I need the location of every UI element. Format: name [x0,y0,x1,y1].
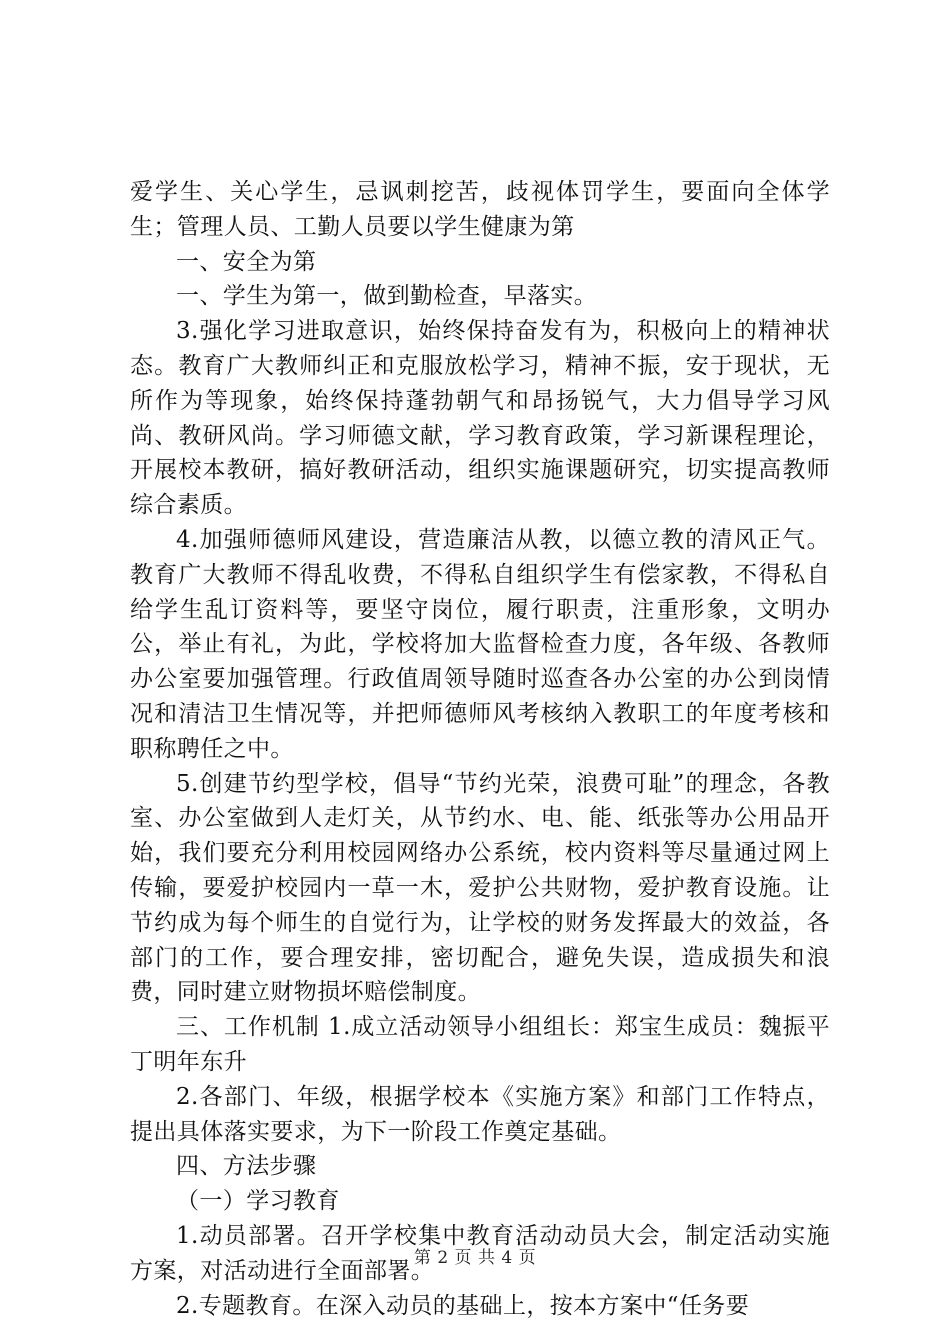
paragraph: （一）学习教育 [176,1188,340,1215]
paragraph: 4.加强师德师风建设，营造廉洁从教，以德立教的清风正气。教育广大教师不得乱收费，不得私自组织学生有偿家教，不得私自给学生乱订资料等，要坚守岗位，履行职责，注重形象，文明办公，举止有礼，为此，学校将加大监督检查力度，各年级、各教师办公室要加强管理。行政值周领导随时巡查各办公室的办公到岗情况和清洁卫生情况等，并把师德师风考核纳入教职工的年度考核和职称聘任之中。 [130,526,830,762]
paragraph: 四、方法步骤 [176,1153,317,1180]
paragraph: 爱学生、关心学生，忌讽刺挖苦，歧视体罚学生，要面向全体学生；管理人员、工勤人员要以学生健康为第 [130,179,830,240]
page-footer: 第 2 页 共 4 页 [413,1248,537,1268]
paragraph: 1.动员部署。召开学校集中教育活动动员大会，制定活动实施方案，对活动进行全面部署。 [130,1222,830,1284]
paragraph: 2.各部门、年级，根据学校本《实施方案》和部门工作特点，提出具体落实要求，为下一阶段工作奠定基础。 [130,1083,830,1145]
paragraph: 2.专题教育。在深入动员的基础上，按本方案中“任务要 [176,1292,750,1319]
paragraph: 一、学生为第一，做到勤检查，早落实。 [176,283,598,310]
paragraph: 3.强化学习进取意识，始终保持奋发有为，积极向上的精神状态。教育广大教师纠正和克服放松学习，精神不振，安于现状，无所作为等现象，始终保持蓬勃朝气和昂扬锐气，大力倡导学习风尚、教研风尚。学习师德文献，学习教育政策，学习新课程理论，开展校本教研，搞好教研活动，组织实施课题研究，切实提高教师综合素质。 [130,318,830,519]
paragraph: 5.创建节约型学校，倡导“节约光荣，浪费可耻”的理念，各教室、办公室做到人走灯关，从节约水、电、能、纸张等办公用品开始，我们要充分利用校园网络办公系统，校内资料等尽量通过网上传输，要爱护校园内一草一木，爱护公共财物，爱护教育设施。让节约成为每个师生的自觉行为，让学校的财务发挥最大的效益，各部门的工作，要合理安排，密切配合，避免失误，造成损失和浪费，同时建立财物损坏赔偿制度。 [130,770,830,1006]
document-body [130,175,830,1323]
paragraph: 一、安全为第 [176,248,317,275]
paragraph: 三、工作机制 1.成立活动领导小组组长：郑宝生成员：魏振平丁明年东升 [130,1014,830,1075]
